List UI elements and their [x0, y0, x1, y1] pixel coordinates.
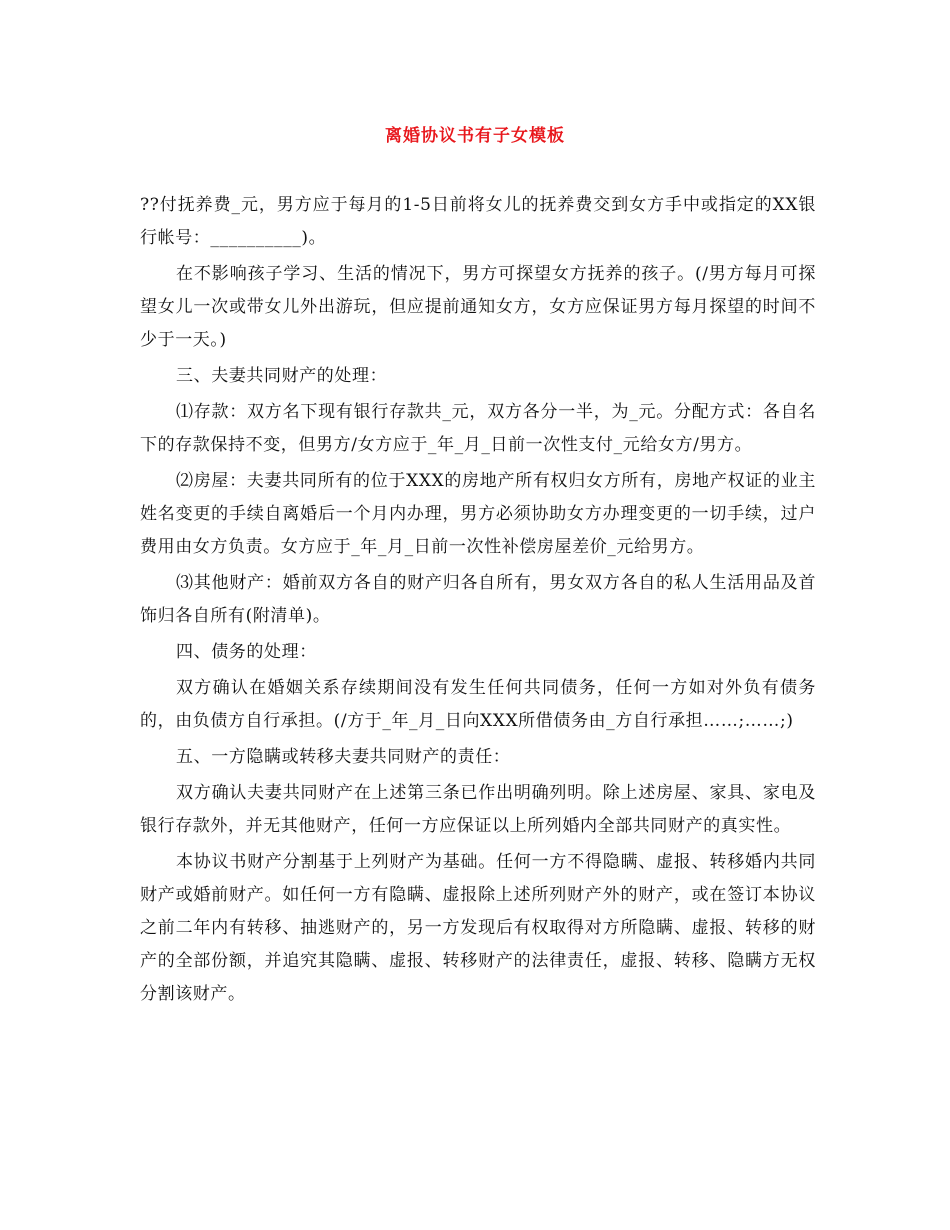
- paragraph-property-confirmation: 双方确认夫妻共同财产在上述第三条已作出明确列明。除上述房屋、家具、家电及银行存款外，并无其他财产，任何一方应保证以上所列婚内全部共同财产的真实性。: [140, 783, 816, 836]
- paragraph-other-property: ⑶其他财产：婚前双方各自的财产归各自所有，男女双方各自的私人生活用品及首饰归各自所有(附清单)。: [140, 573, 816, 626]
- paragraph-debts: 双方确认在婚姻关系存续期间没有发生任何共同债务，任何一方如对外负有债务的，由负债方自行承担。(/方于_年_月_日向XXX所借债务由_方自行承担……;……;): [140, 678, 816, 731]
- paragraph-house: ⑵房屋：夫妻共同所有的位于XXX的房地产所有权归女方所有，房地产权证的业主姓名变更的手续自离婚后一个月内办理，男方必须协助女方办理变更的一切手续，过户费用由女方负责。女方应于_年_月_日前一次性补偿房屋差价_元给男方。: [140, 471, 816, 557]
- document-title: 离婚协议书有子女模板: [385, 126, 565, 146]
- section-heading-concealment: 五、一方隐瞒或转移夫妻共同财产的责任：: [176, 747, 511, 767]
- section-heading-property: 三、夫妻共同财产的处理：: [176, 366, 388, 386]
- paragraph-child-support: ??付抚养费_元，男方应于每月的1-5日前将女儿的抚养费交到女方手中或指定的XX银行帐号：__________)。: [140, 195, 816, 248]
- section-heading-debts: 四、债务的处理：: [176, 642, 317, 662]
- paragraph-visitation: 在不影响孩子学习、生活的情况下，男方可探望女方抚养的孩子。(/男方每月可探望女儿一次或带女儿外出游玩，但应提前通知女方，女方应保证男方每月探望的时间不少于一天。): [140, 264, 816, 350]
- paragraph-deposits: ⑴存款：双方名下现有银行存款共_元，双方各分一半，为_元。分配方式：各自名下的存款保持不变，但男方/女方应于_年_月_日前一次性支付_元给女方/男方。: [140, 402, 816, 455]
- paragraph-concealment-liability: 本协议书财产分割基于上列财产为基础。任何一方不得隐瞒、虚报、转移婚内共同财产或婚前财产。如任何一方有隐瞒、虚报除上述所列财产外的财产，或在签订本协议之前二年内有转移、抽逃财产的，另一方发现后有权取得对方所隐瞒、虚报、转移的财产的全部份额，并追究其隐瞒、虚报、转移财产的法律责任，虚报、转移、隐瞒方无权分割该财产。: [140, 852, 816, 1004]
- document-body: [140, 189, 816, 1014]
